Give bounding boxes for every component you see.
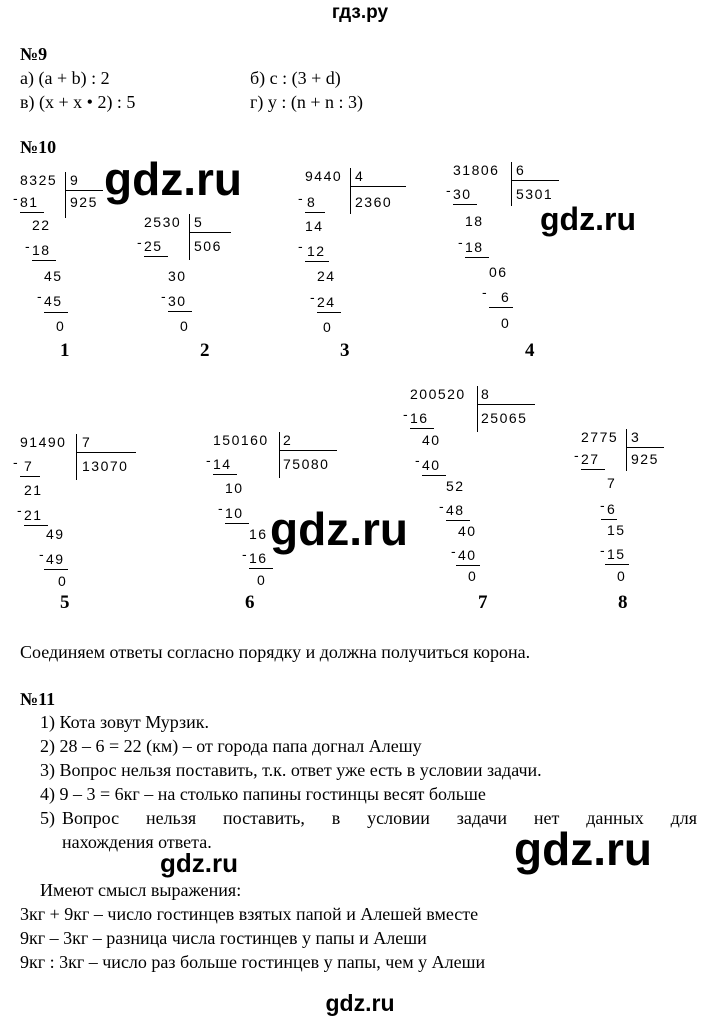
step: 0 — [58, 573, 68, 589]
division-label-1: 1 — [60, 340, 70, 361]
watermark: gdz.ru — [540, 201, 636, 237]
divisor: 3 — [631, 429, 641, 445]
quotient: 13070 — [82, 458, 129, 474]
quotient: 925 — [631, 451, 659, 467]
task-9-v: в) (x + x • 2) : 5 — [20, 92, 136, 112]
step: 30 — [168, 268, 187, 284]
meaningful-expressions-title: Имеют смысл выражения: — [40, 880, 242, 900]
step: 7 — [24, 458, 34, 474]
divisor: 4 — [355, 168, 365, 184]
expression-line: 9кг – 3кг – разница числа гостинцев у папы и Алеши — [20, 928, 427, 948]
step: 52 — [446, 478, 465, 494]
task-9-a: а) (a + b) : 2 — [20, 68, 110, 88]
task-11-item: 4) 9 – 3 = 6кг – на столько папины гостинцы весят больше — [40, 784, 486, 804]
step: 48 — [446, 502, 465, 518]
step: 24 — [317, 268, 336, 284]
step: 16 — [249, 526, 268, 542]
task-9-b: б) c : (3 + d) — [250, 68, 341, 88]
step: 0 — [468, 568, 478, 584]
dividend: 150160 — [213, 432, 269, 448]
step: 21 — [24, 507, 43, 523]
division-label-8: 8 — [618, 592, 628, 613]
step: 16 — [249, 550, 268, 566]
division-label-2: 2 — [200, 340, 210, 361]
step: 10 — [225, 480, 244, 496]
divisor: 5 — [194, 214, 204, 230]
task-11-item: 2) 28 – 6 = 22 (км) – от города папа догнал Алешу — [40, 736, 422, 756]
task-11-item-5-number: 5) — [40, 808, 55, 828]
task-10-conclusion: Соединяем ответы согласно порядку и должна получиться корона. — [20, 642, 531, 662]
dividend: 31806 — [453, 162, 500, 178]
watermark: gdz.ru — [514, 823, 652, 875]
step: 0 — [323, 319, 333, 335]
step: 6 — [607, 501, 617, 517]
site-header: гдз.ру — [331, 2, 389, 23]
task-11-item: 3) Вопрос нельзя поставить, т.к. ответ уже есть в условии задачи. — [40, 760, 542, 780]
step: 25 — [144, 238, 163, 254]
task-11-title: №11 — [20, 689, 56, 709]
step: 40 — [422, 432, 441, 448]
expression-line: 9кг : 3кг – число раз больше гостинцев у папы, чем у Алеши — [20, 952, 486, 972]
watermark: gdz.ru — [104, 153, 242, 205]
step: 6 — [501, 289, 511, 305]
task-11-item: 1) Кота зовут Мурзик. — [40, 712, 209, 732]
quotient: 506 — [194, 238, 222, 254]
dividend: 2775 — [581, 429, 619, 445]
divisor: 8 — [481, 386, 491, 402]
quotient: 2360 — [355, 194, 393, 210]
dividend: 8325 — [20, 172, 58, 188]
division-label-3: 3 — [340, 340, 350, 361]
step: 22 — [32, 217, 51, 233]
division-label-7: 7 — [478, 592, 488, 613]
quotient: 925 — [70, 194, 98, 210]
divisor: 9 — [70, 172, 80, 188]
watermark: gdz.ru — [160, 848, 238, 878]
divisor: 2 — [283, 432, 293, 448]
step: 0 — [501, 315, 511, 331]
step: 0 — [56, 318, 66, 334]
step: 15 — [607, 522, 626, 538]
step: 21 — [24, 482, 43, 498]
division-label-4: 4 — [525, 340, 535, 361]
divisor: 7 — [82, 434, 92, 450]
watermark: gdz.ru — [270, 503, 408, 555]
step: 12 — [307, 243, 326, 259]
step: 18 — [32, 242, 51, 258]
step: 7 — [607, 475, 617, 491]
step: 30 — [453, 186, 472, 202]
quotient: 25065 — [481, 410, 528, 426]
step: 81 — [20, 194, 39, 210]
step: 16 — [410, 410, 429, 426]
step: 49 — [46, 526, 65, 542]
dividend: 9440 — [305, 168, 343, 184]
step: 24 — [317, 294, 336, 310]
step: 8 — [307, 194, 317, 210]
dividend: 2530 — [144, 214, 182, 230]
dividend: 91490 — [20, 434, 67, 450]
task-10-title: №10 — [20, 137, 57, 157]
step: 49 — [46, 551, 65, 567]
task-11-item-5-line1: Вопрос нельзя поставить, в условии задачи нет данных для — [62, 808, 697, 828]
step: 40 — [458, 547, 477, 563]
step: 0 — [180, 318, 190, 334]
step: 14 — [305, 218, 324, 234]
step: 06 — [489, 264, 508, 280]
division-label-5: 5 — [60, 592, 70, 613]
dividend: 200520 — [410, 386, 466, 402]
step: 0 — [257, 572, 267, 588]
step: 18 — [465, 239, 484, 255]
task-9-g: г) y : (n + n : 3) — [250, 92, 364, 112]
step: 0 — [617, 568, 627, 584]
step: 45 — [44, 293, 63, 309]
task-9-title: №9 — [20, 44, 48, 64]
quotient: 75080 — [283, 456, 330, 472]
expression-line: 3кг + 9кг – число гостинцев взятых папой и Алешей вместе — [20, 904, 479, 924]
division-label-6: 6 — [245, 592, 255, 613]
step: 18 — [465, 213, 484, 229]
watermark: gdz.ru — [325, 990, 395, 1016]
step: 10 — [225, 505, 244, 521]
step: 14 — [213, 456, 232, 472]
step: 40 — [458, 523, 477, 539]
step: 27 — [581, 451, 600, 467]
task-11-item-5-line2: нахождения ответа. — [62, 832, 212, 852]
quotient: 5301 — [516, 186, 554, 202]
step: 15 — [607, 546, 626, 562]
step: 30 — [168, 293, 187, 309]
step: 45 — [44, 268, 63, 284]
divisor: 6 — [516, 162, 526, 178]
step: 40 — [422, 457, 441, 473]
